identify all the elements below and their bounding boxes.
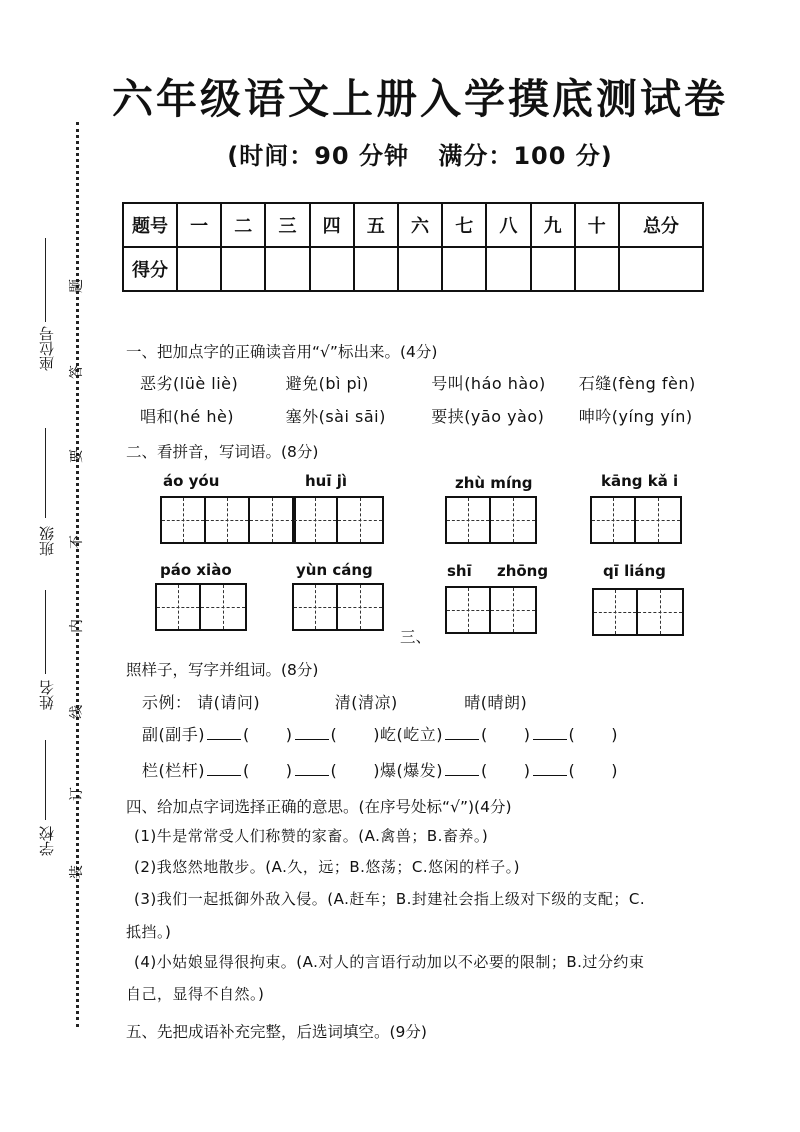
- question-number-cell: 十: [575, 203, 619, 247]
- paren: ): [373, 725, 380, 744]
- score-table-score-row: [123, 247, 703, 291]
- answer-blank[interactable]: [207, 739, 241, 740]
- score-cell[interactable]: [442, 247, 486, 291]
- answer-blank[interactable]: [533, 775, 567, 776]
- writing-grid[interactable]: [592, 588, 684, 636]
- section1-row2: [140, 404, 720, 427]
- section3-row1: [142, 722, 618, 745]
- writing-grid[interactable]: [160, 496, 296, 544]
- binding-char: 线: [69, 705, 85, 719]
- paren: (: [330, 761, 338, 780]
- score-table: [122, 202, 704, 292]
- example-item: 请(请问): [197, 693, 261, 712]
- reading-item[interactable]: 呻吟(yíng yín): [578, 407, 693, 426]
- question-number-cell: 一: [177, 203, 221, 247]
- score-cell[interactable]: [398, 247, 442, 291]
- score-cell[interactable]: [575, 247, 619, 291]
- paren: (: [481, 725, 488, 744]
- section4-question[interactable]: (1)牛是常常受人们称赞的家畜。(A.禽兽；B.畜养。): [134, 827, 489, 845]
- writing-grid[interactable]: [292, 496, 384, 544]
- answer-blank[interactable]: [295, 775, 329, 776]
- writing-grid[interactable]: [590, 496, 682, 544]
- writing-grid[interactable]: [155, 583, 247, 631]
- total-header: 总分: [619, 203, 703, 247]
- name-label: 姓名: [38, 680, 56, 710]
- reading-item[interactable]: 塞外(sài sāi): [285, 407, 386, 426]
- paren: ): [611, 725, 618, 744]
- paren: (: [568, 761, 576, 780]
- score-cell[interactable]: [265, 247, 309, 291]
- seat-number-label: 座位号: [38, 326, 56, 371]
- score-cell[interactable]: [619, 247, 703, 291]
- score-cell[interactable]: [486, 247, 530, 291]
- binding-char: 内: [69, 619, 85, 633]
- writing-grid[interactable]: [292, 583, 384, 631]
- question-number-cell: 九: [531, 203, 575, 247]
- reading-item[interactable]: 石缝(fèng fèn): [578, 374, 696, 393]
- paren: ): [285, 761, 293, 780]
- binding-char: 题: [69, 279, 85, 293]
- paren: (: [243, 761, 250, 780]
- section3-example-row: [142, 690, 527, 713]
- class-label: 班级: [38, 526, 56, 556]
- section3-row2: [142, 758, 618, 781]
- answer-blank[interactable]: [295, 739, 329, 740]
- example-item: 晴(晴朗): [464, 693, 528, 712]
- section4-question-cont: 自己，显得不自然。): [126, 985, 265, 1003]
- section3-number: 三、: [400, 628, 432, 646]
- school-label: 学校: [38, 826, 56, 856]
- score-cell[interactable]: [531, 247, 575, 291]
- binding-dotted-line: [76, 122, 79, 1027]
- question-number-cell: 三: [265, 203, 309, 247]
- section4-question[interactable]: (4)小姑娘显得很拘束。(A.对人的言语行动加以不必要的限制；B.过分约束: [134, 953, 645, 971]
- answer-blank[interactable]: [445, 775, 479, 776]
- score-table-header-row: [123, 203, 703, 247]
- pinyin-label: páo xiào: [160, 561, 232, 579]
- section4-heading: 四、给加点字词选择正确的意思。(在序号处标“√”)(4分): [126, 798, 512, 816]
- example-item: 清(清凉): [334, 693, 398, 712]
- pinyin-label: huī jì: [305, 472, 348, 490]
- paren: ): [285, 725, 293, 744]
- reading-item[interactable]: 号叫(háo hào): [431, 374, 546, 393]
- binding-char: 要: [69, 449, 85, 463]
- pinyin-label: zhù míng: [455, 474, 533, 492]
- paren: (: [330, 725, 338, 744]
- score-cell[interactable]: [221, 247, 265, 291]
- seat-number-blank[interactable]: [45, 238, 46, 322]
- writing-grid[interactable]: [445, 586, 537, 634]
- paren: (: [481, 761, 488, 780]
- paren: ): [523, 761, 531, 780]
- binding-char: 装: [69, 865, 85, 879]
- pinyin-label: áo yóu: [163, 472, 220, 490]
- score-cell[interactable]: [310, 247, 354, 291]
- score-cell[interactable]: [354, 247, 398, 291]
- class-blank[interactable]: [45, 428, 46, 518]
- reading-item[interactable]: 要挟(yāo yào): [431, 407, 545, 426]
- question-number-cell: 五: [354, 203, 398, 247]
- question-number-cell: 二: [221, 203, 265, 247]
- paren: (: [243, 725, 250, 744]
- word-prompt: 屹(屹立): [380, 725, 443, 744]
- section1-heading: 一、把加点字的正确读音用“√”标出来。(4分): [126, 343, 438, 361]
- section1-row1: [140, 371, 720, 394]
- time-label: (时间：90 分钟: [227, 142, 409, 170]
- reading-item[interactable]: 恶劣(lüè liè): [140, 374, 239, 393]
- question-number-header: 题号: [123, 203, 177, 247]
- name-blank[interactable]: [45, 590, 46, 674]
- question-number-cell: 七: [442, 203, 486, 247]
- answer-blank[interactable]: [445, 739, 479, 740]
- pinyin-label: qī liáng: [603, 562, 666, 580]
- answer-blank[interactable]: [533, 739, 567, 740]
- paren: (: [568, 725, 576, 744]
- score-cell[interactable]: [177, 247, 221, 291]
- section2-heading: 二、看拼音，写词语。(8分): [126, 443, 319, 461]
- pinyin-label: shī zhōng: [447, 562, 549, 580]
- word-prompt: 栏(栏杆): [142, 761, 205, 780]
- paren: ): [523, 725, 531, 744]
- section4-question[interactable]: (2)我悠然地散步。(A.久，远；B.悠荡；C.悠闲的样子。): [134, 858, 521, 876]
- question-number-cell: 四: [310, 203, 354, 247]
- word-prompt: 爆(爆发): [380, 761, 443, 780]
- question-number-cell: 八: [486, 203, 530, 247]
- school-blank[interactable]: [45, 740, 46, 820]
- score-row-label: 得分: [123, 247, 177, 291]
- section5-heading: 五、先把成语补充完整，后选词填空。(9分): [126, 1023, 427, 1041]
- binding-char: 不: [69, 535, 85, 549]
- example-label: 示例：: [142, 693, 192, 712]
- section3-heading: 照样子，写字并组词。(8分): [126, 661, 319, 679]
- binding-char: 答: [69, 365, 85, 379]
- pinyin-label: yùn cáng: [296, 561, 373, 579]
- reading-item[interactable]: 唱和(hé hè): [140, 407, 235, 426]
- paren: ): [373, 761, 380, 780]
- binding-char: 订: [69, 787, 85, 801]
- section4-question-cont: 抵挡。): [126, 923, 172, 941]
- pinyin-label: kāng kǎ i: [601, 472, 679, 490]
- answer-blank[interactable]: [207, 775, 241, 776]
- question-number-cell: 六: [398, 203, 442, 247]
- word-prompt: 副(副手): [142, 725, 205, 744]
- paren: ): [611, 761, 618, 780]
- full-score-label: 满分：100 分): [438, 142, 613, 170]
- exam-info: [200, 136, 640, 171]
- writing-grid[interactable]: [445, 496, 537, 544]
- page-title: 六年级语文上册入学摸底测试卷: [112, 75, 728, 123]
- section4-question[interactable]: (3)我们一起抵御外敌入侵。(A.赶车；B.封建社会指上级对下级的支配；C.: [134, 890, 646, 908]
- reading-item[interactable]: 避免(bì pì): [285, 374, 369, 393]
